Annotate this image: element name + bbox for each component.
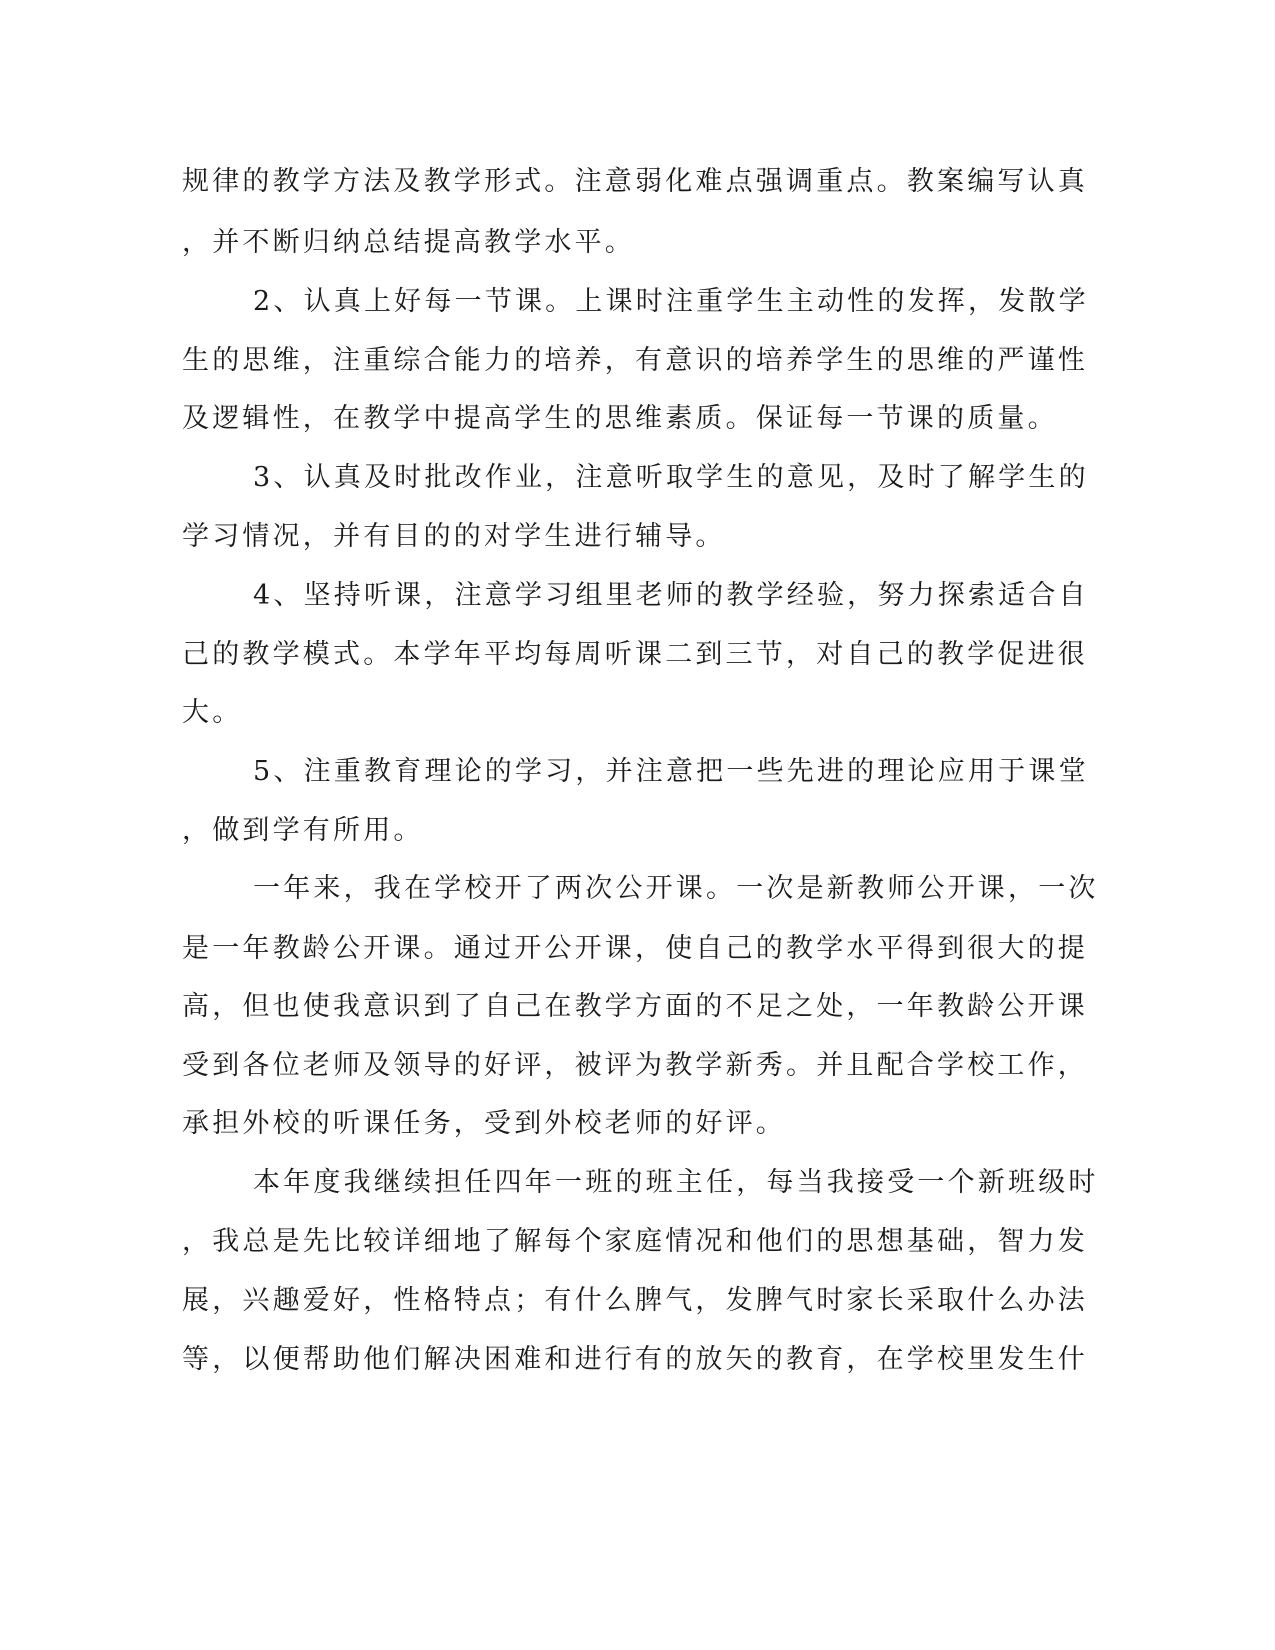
text-line: 规律的教学方法及教学形式。注意弱化难点强调重点。教案编写认真 (182, 166, 1088, 197)
text-line: 受到各位老师及领导的好评，被评为教学新秀。并且配合学校工作， (182, 1050, 1088, 1081)
text-line: 是一年教龄公开课。通过开公开课，使自己的教学水平得到很大的提 (182, 933, 1088, 964)
text-line: 生的思维，注重综合能力的培养，有意识的培养学生的思维的严谨性 (182, 345, 1088, 376)
paragraph-first-line: 本年度我继续担任四年一班的班主任，每当我接受一个新班级时 (253, 1167, 1099, 1198)
text-line: 学习情况，并有目的的对学生进行辅导。 (182, 521, 726, 552)
text-line: 大。 (182, 697, 243, 728)
text-line: 等，以便帮助他们解决困难和进行有的放矢的教育，在学校里发生什 (182, 1344, 1088, 1375)
paragraph-first-line: 5、注重教育理论的学习，并注意把一些先进的理论应用于课堂 (253, 756, 1089, 787)
text-line: ，做到学有所用。 (182, 815, 424, 846)
paragraph-first-line: 4、坚持听课，注意学习组里老师的教学经验，努力探索适合自 (253, 580, 1089, 611)
text-line: 高，但也使我意识到了自己在教学方面的不足之处，一年教龄公开课 (182, 991, 1088, 1022)
paragraph-first-line: 3、认真及时批改作业，注意听取学生的意见，及时了解学生的 (253, 462, 1089, 493)
text-line: 承担外校的听课任务，受到外校老师的好评。 (182, 1108, 786, 1139)
text-line: ，并不断归纳总结提高教学水平。 (182, 227, 635, 258)
text-line: ，我总是先比较详细地了解每个家庭情况和他们的思想基础，智力发 (182, 1226, 1088, 1257)
paragraph-first-line: 一年来，我在学校开了两次公开课。一次是新教师公开课，一次 (253, 873, 1099, 904)
text-line: 己的教学模式。本学年平均每周听课二到三节，对自己的教学促进很 (182, 639, 1088, 670)
paragraph-first-line: 2、认真上好每一节课。上课时注重学生主动性的发挥，发散学 (253, 286, 1089, 317)
text-line: 展，兴趣爱好，性格特点；有什么脾气，发脾气时家长采取什么办法 (182, 1285, 1088, 1316)
text-line: 及逻辑性，在教学中提高学生的思维素质。保证每一节课的质量。 (182, 403, 1058, 434)
